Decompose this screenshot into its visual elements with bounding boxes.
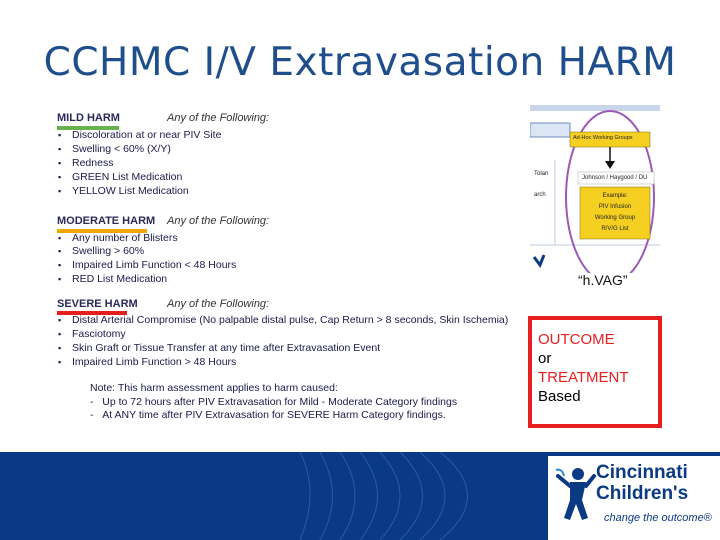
- hvag-label: “h.VAG”: [578, 272, 628, 288]
- moderate-item: ▪ Any number of Blisters: [72, 232, 178, 244]
- flow-box-1-text: Ad-Hoc Working Groups: [573, 135, 633, 141]
- logo-line-1: Cincinnati: [596, 462, 688, 483]
- severe-item: ▪ Fasciotomy: [72, 328, 126, 340]
- harm-criteria-panel: [52, 112, 522, 421]
- harm-note-text-1: Up to 72 hours after PIV Extravasation for Mild - Moderate Category findings: [102, 396, 458, 408]
- cincinnati-childrens-logo: [548, 456, 720, 540]
- severe-item: ▪ Skin Graft or Tissue Transfer at any time after Extravasation Event: [72, 342, 380, 354]
- mild-item: ▪ Redness: [72, 157, 113, 169]
- severe-item: ▪ Impaired Limb Function > 48 Hours: [72, 356, 236, 368]
- mild-item: ▪ GREEN List Medication: [72, 171, 182, 183]
- harm-note-line-1: - Up to 72 hours after PIV Extravasation for Mild - Moderate Category findings: [90, 396, 458, 408]
- mild-harm-note: Any of the Following:: [167, 112, 270, 124]
- slide-title: CCHMC I/V Extravasation HARM: [43, 40, 677, 85]
- flow-example-line: Working Group: [594, 215, 636, 221]
- harm-note-line-2: - At ANY time after PIV Extravasation for SEVERE Harm Category findings.: [90, 409, 446, 421]
- outcome-or-line: or: [538, 350, 552, 367]
- flow-box-2-text: Johnson / Haygood / DU: [582, 175, 648, 181]
- treatment-line: TREATMENT: [538, 369, 629, 386]
- flow-left-text-1: Tolan: [534, 171, 549, 177]
- moderate-harm-heading: MODERATE HARM: [57, 215, 156, 227]
- flow-left-text-2: arch: [534, 192, 546, 198]
- outcome-treatment-box: [528, 316, 662, 428]
- logo-line-2: Children's: [596, 483, 689, 504]
- flow-diagram-excerpt: [530, 105, 660, 273]
- flow-example-line: Example:: [602, 193, 628, 199]
- flow-example-line: R/V/G List: [601, 226, 629, 232]
- flow-example-box: [582, 191, 648, 235]
- harm-note-text-2: At ANY time after PIV Extravasation for SEVERE Harm Category findings.: [102, 409, 446, 421]
- severe-harm-heading: SEVERE HARM: [57, 298, 138, 310]
- moderate-item: ▪ Swelling > 60%: [72, 245, 144, 257]
- based-line: Based: [538, 388, 581, 405]
- mild-item: ▪ YELLOW List Medication: [72, 185, 189, 197]
- flow-diagram-svg: [530, 105, 660, 273]
- moderate-harm-note: Any of the Following:: [167, 215, 270, 227]
- outcome-line: OUTCOME: [538, 331, 615, 348]
- harm-note-heading: Note: This harm assessment applies to harm caused:: [90, 382, 338, 394]
- severe-harm-note: Any of the Following:: [167, 298, 270, 310]
- mild-harm-heading: MILD HARM: [57, 112, 120, 124]
- logo-tagline: change the outcome®: [604, 512, 712, 524]
- moderate-item: ▪ Impaired Limb Function < 48 Hours: [72, 259, 236, 271]
- flow-example-line: PIV Infusion: [598, 204, 632, 210]
- child-figure-icon: [552, 464, 596, 524]
- severe-item: ▪ Distal Arterial Compromise (No palpable distal pulse, Cap Return > 8 seconds, Skin Ischemia): [72, 314, 508, 326]
- mild-item: ▪ Discoloration at or near PIV Site: [72, 129, 221, 141]
- mild-item: ▪ Swelling < 60% (X/Y): [72, 143, 171, 155]
- moderate-item: ▪ RED List Medication: [72, 273, 167, 285]
